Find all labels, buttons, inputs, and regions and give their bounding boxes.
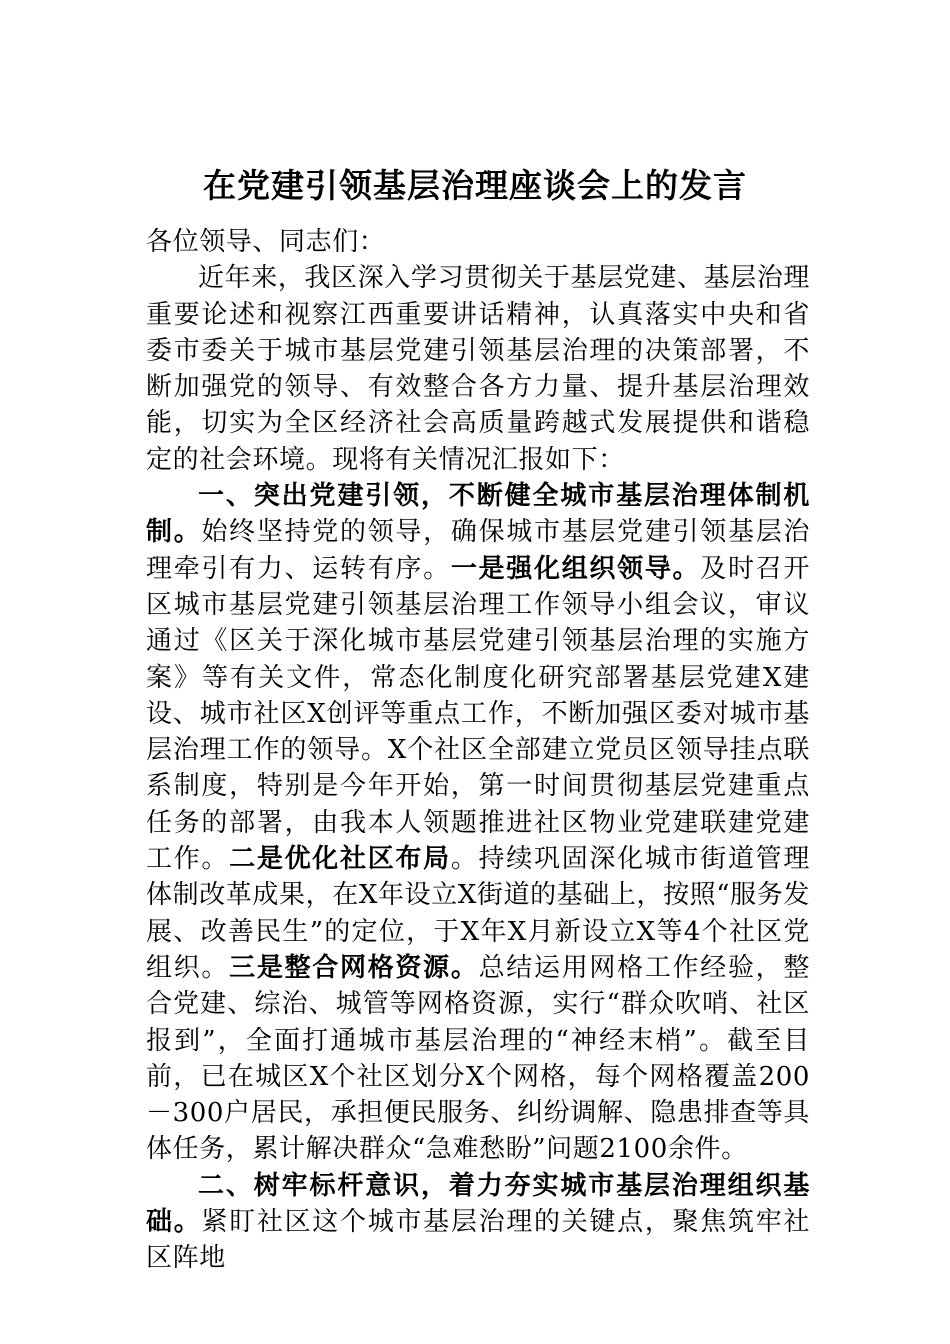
point-3-text: 总结运用网格工作经验，整合党建、综治、城管等网格资源，实行“群众吹哨、社区报到”，全面打通城市基层治理的“神经末梢”。截至目前，已在城区X个社区划分X个网格，每个网格覆盖200－300户居民，承担便民服务、纠纷调解、隐患排查等具体任务，累计解决群众“急难愁盼”问题2100余件。 xyxy=(146,952,810,1165)
point-2-text: 。持续巩固深化城市街道管理体制改革成果，在X年设立X街道的基础上，按照“服务发展、改善民生”的定位，于X年X月新设立X等4个社区党组织。 xyxy=(146,844,810,983)
intro-paragraph: 近年来，我区深入学习贯彻关于基层党建、基层治理重要论述和视察江西重要讲话精神，认真落实中央和省委市委关于城市基层党建引领基层治理的决策部署，不断加强党的领导、有效整合各方力量、提升基层治理效能，切实为全区经济社会高质量跨越式发展提供和谐稳定的社会环境。现将有关情况汇报如下： xyxy=(146,263,810,475)
section-1-heading: 一、突出党建引领，不断健全城市基层治理体制机制。 xyxy=(146,481,810,548)
document-body xyxy=(146,224,810,1277)
salutation: 各位领导、同志们： xyxy=(146,227,386,257)
point-2-label: 二是优化社区布局 xyxy=(229,844,451,875)
point-1-label: 一是强化组织领导。 xyxy=(450,553,701,584)
section-2-paragraph xyxy=(146,1168,810,1277)
section-2-heading: 二、树牢标杆意识，着力夯实城市基层治理组织基础。 xyxy=(146,1170,810,1238)
point-3-label: 三是整合网格资源。 xyxy=(229,952,479,983)
section-1-lead: 始终坚持党的领导，确保城市基层党建引领基层治理牵引有力、运转有序。 xyxy=(146,517,811,584)
section-2-lead: 紧盯社区这个城市基层治理的关键点，聚焦筑牢社区阵地 xyxy=(146,1207,811,1274)
point-1-text: 及时召开区城市基层党建引领基层治理工作领导小组会议，审议通过《区关于深化城市基层党建引领基层治理的实施方案》等有关文件，常态化制度化研究部署基层党建X建设、城市社区X创评等重点工作，不断加强区委对城市基层治理工作的领导。X个社区全部建立党员区领导挂点联系制度，特别是今年开始，第一时间贯彻基层党建重点任务的部署，由我本人领题推进社区物业党建联建党建工作。 xyxy=(146,553,811,875)
section-1-paragraph xyxy=(146,478,810,1168)
document-title: 在党建引领基层治理座谈会上的发言 xyxy=(203,166,747,205)
